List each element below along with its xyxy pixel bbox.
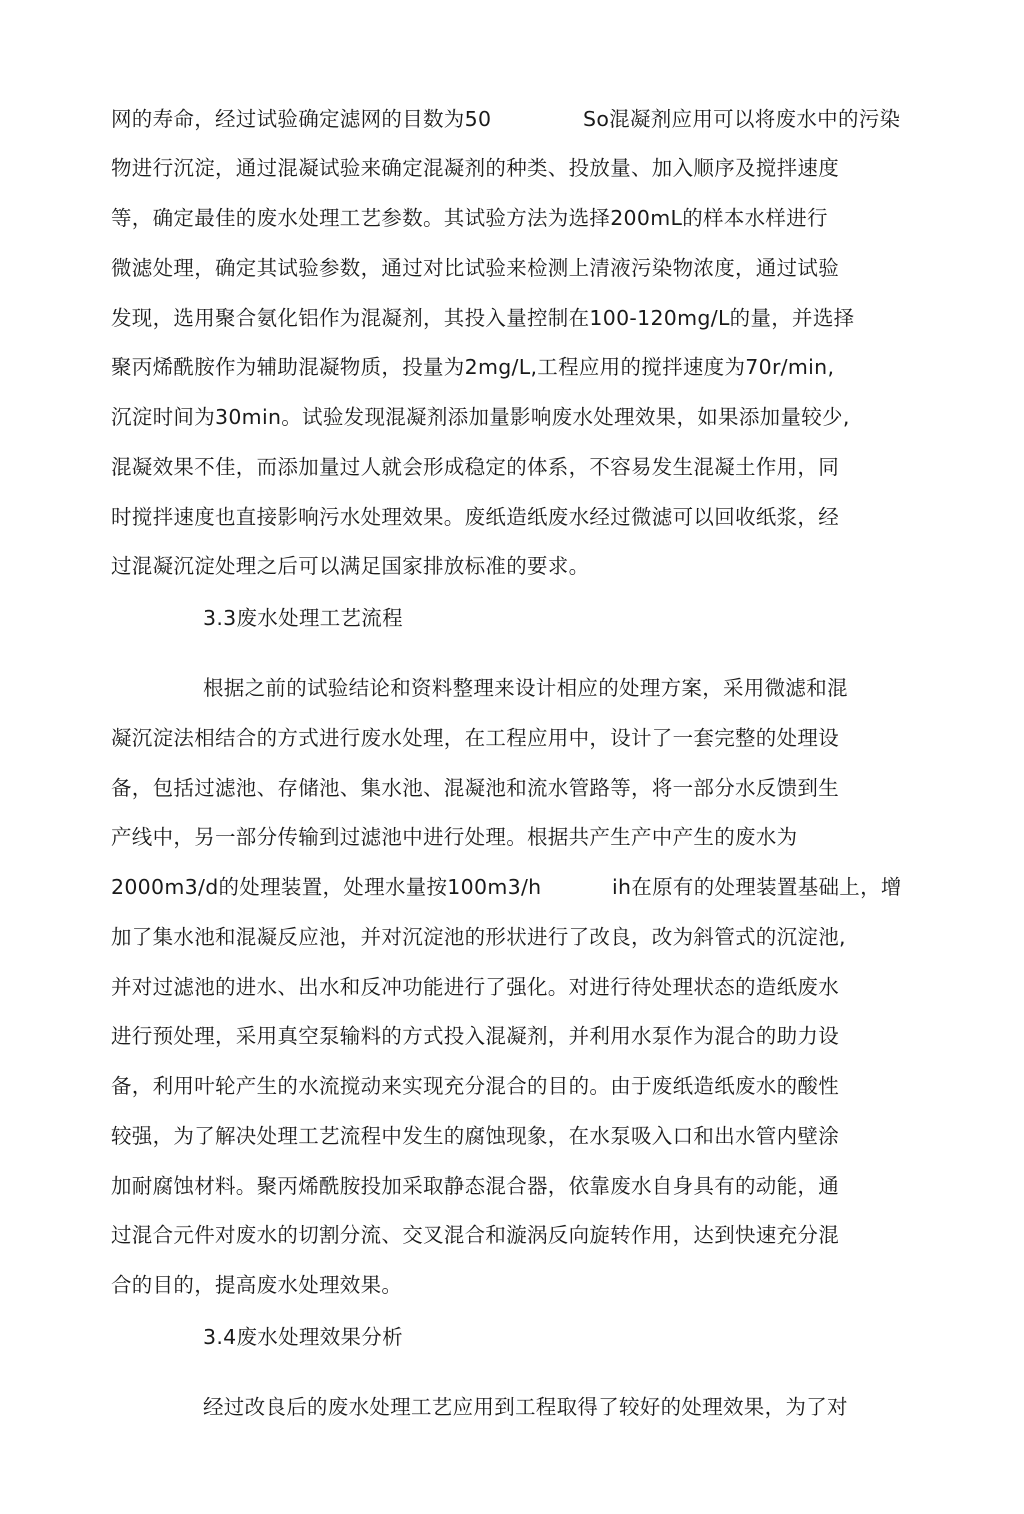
section-heading: 3.4废水处理效果分析: [203, 1325, 403, 1349]
paragraph-line: 经过改良后的废水处理工艺应用到工程取得了较好的处理效果，为了对: [203, 1395, 848, 1419]
paragraph-line: 物进行沉淀，通过混凝试验来确定混凝剂的种类、投放量、加入顺序及搅拌速度: [111, 156, 839, 180]
paragraph-line: 进行预处理，采用真空泵输料的方式投入混凝剂，并利用水泵作为混合的助力设: [111, 1024, 839, 1048]
paragraph-line: 加了集水池和混凝反应池，并对沉淀池的形状进行了改良，改为斜管式的沉淀池,: [111, 925, 846, 949]
paragraph-line: 混凝效果不佳，而添加量过人就会形成稳定的体系，不容易发生混凝土作用，同: [111, 455, 839, 479]
paragraph-line: 凝沉淀法相结合的方式进行废水处理，在工程应用中，设计了一套完整的处理设: [111, 726, 839, 750]
paragraph-line-continuation: ih在原有的处理装置基础上，增: [612, 875, 902, 899]
paragraph-line: 较强，为了解决处理工艺流程中发生的腐蚀现象，在水泵吸入口和出水管内壁涂: [111, 1124, 839, 1148]
paragraph-line: 沉淀时间为30min。试验发现混凝剂添加量影响废水处理效果，如果添加量较少,: [111, 405, 850, 429]
paragraph-line: 时搅拌速度也直接影响污水处理效果。废纸造纸废水经过微滤可以回收纸浆，经: [111, 505, 839, 529]
paragraph-line: 2000m3/d的处理装置，处理水量按100m3/h: [111, 875, 542, 899]
paragraph-line: 根据之前的试验结论和资料整理来设计相应的处理方案，采用微滤和混: [203, 676, 848, 700]
paragraph-line: 过混凝沉淀处理之后可以满足国家排放标准的要求。: [111, 554, 590, 578]
paragraph-line: 过混合元件对废水的切割分流、交叉混合和漩涡反向旋转作用，达到快速充分混: [111, 1223, 839, 1247]
paragraph-line: 产线中，另一部分传输到过滤池中进行处理。根据共产生产中产生的废水为: [111, 825, 798, 849]
paragraph-line: 并对过滤池的进水、出水和反冲功能进行了强化。对进行待处理状态的造纸废水: [111, 975, 839, 999]
section-heading: 3.3废水处理工艺流程: [203, 606, 403, 630]
paragraph-line: 合的目的，提高废水处理效果。: [111, 1273, 403, 1297]
paragraph-line-part: 网的寿命，经过试验确定滤网的目数为50: [111, 107, 492, 131]
paragraph-line-continuation: So混凝剂应用可以将废水中的污染: [583, 107, 901, 131]
paragraph-line: 发现，选用聚合氨化铝作为混凝剂，其投入量控制在100-120mg/L的量，并选择: [111, 306, 855, 330]
paragraph-line: 聚丙烯酰胺作为辅助混凝物质，投量为2mg/L,工程应用的搅拌速度为70r/min,: [111, 355, 835, 379]
paragraph-line: 等，确定最佳的废水处理工艺参数。其试验方法为选择200mL的样本水样进行: [111, 206, 828, 230]
paragraph-line: 备，包括过滤池、存储池、集水池、混凝池和流水管路等，将一部分水反馈到生: [111, 776, 839, 800]
paragraph-line: [111, 104, 491, 134]
paragraph-line: 加耐腐蚀材料。聚丙烯酰胺投加采取静态混合器，依靠废水自身具有的动能，通: [111, 1174, 839, 1198]
paragraph-line: 备，利用叶轮产生的水流搅动来实现充分混合的目的。由于废纸造纸废水的酸性: [111, 1074, 839, 1098]
paragraph-line: 微滤处理，确定其试验参数，通过对比试验来检测上清液污染物浓度，通过试验: [111, 256, 839, 280]
